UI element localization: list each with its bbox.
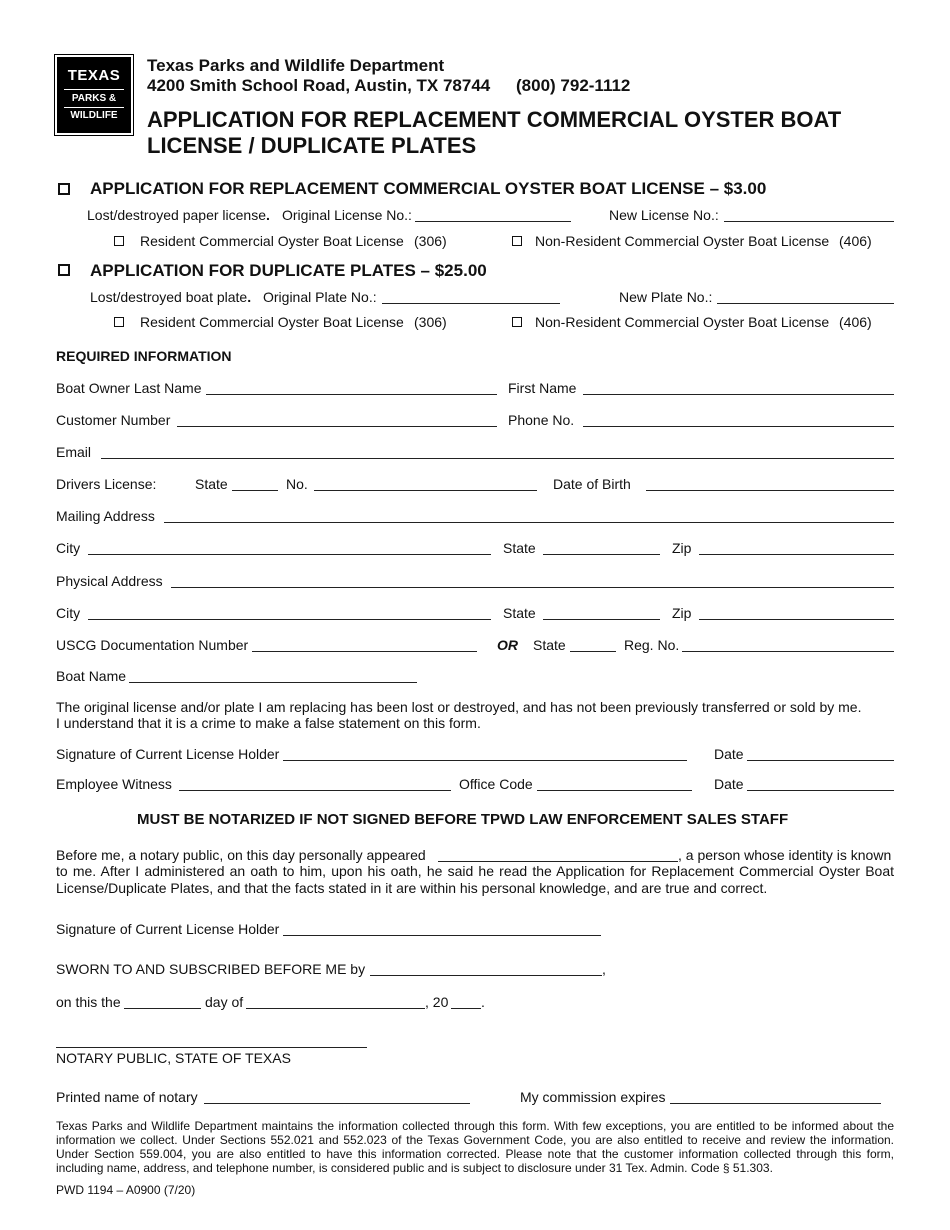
nonresident-license-code: (406) [839, 233, 872, 249]
new-license-field[interactable] [724, 221, 894, 222]
physical-address-field[interactable] [171, 587, 894, 588]
logo-wildlife-text: WILDLIFE [70, 110, 118, 121]
duplicate-plates-checkbox[interactable] [58, 264, 70, 276]
mailing-city-field[interactable] [88, 554, 491, 555]
year-field[interactable] [451, 1008, 481, 1009]
dob-field[interactable] [646, 490, 894, 491]
dl-state-field[interactable] [232, 490, 278, 491]
reg-number-field[interactable] [682, 651, 894, 652]
resident-plate-checkbox[interactable] [114, 317, 124, 327]
reg-state-label: State [533, 637, 566, 653]
physical-city-field[interactable] [88, 619, 491, 620]
witness-date-label: Date [714, 776, 744, 792]
new-plate-field[interactable] [717, 303, 894, 304]
physical-state-field[interactable] [543, 619, 660, 620]
signature-date-label: Date [714, 746, 744, 762]
physical-address-label: Physical Address [56, 573, 163, 589]
phone-field[interactable] [583, 426, 894, 427]
uscg-label: USCG Documentation Number [56, 637, 249, 653]
nonresident-plate-label: Non-Resident Commercial Oyster Boat License [535, 314, 830, 330]
customer-number-field[interactable] [177, 426, 497, 427]
original-plate-label: Original Plate No.: [263, 289, 377, 305]
original-license-field[interactable] [415, 221, 571, 222]
required-info-heading: REQUIRED INFORMATION [56, 348, 232, 364]
office-code-field[interactable] [537, 790, 692, 791]
mailing-zip-field[interactable] [699, 554, 894, 555]
original-license-label: Original License No.: [282, 207, 412, 223]
replacement-license-checkbox[interactable] [58, 183, 70, 195]
tpwd-logo [57, 57, 131, 133]
reg-state-field[interactable] [570, 651, 616, 652]
mailing-address-label: Mailing Address [56, 508, 155, 524]
resident-plate-label: Resident Commercial Oyster Boat License [140, 314, 404, 330]
privacy-notice: Texas Parks and Wildlife Department maintains the information collected through this form. With few exceptions, you are entitled to be informed about the information we collect. Under Sections 552.021 and 552.023 of the Texas Government Code, you are also entitled to receive and review the information. Under Section 559.004, you are also entitled to have this information corrected. Please note that the customer information collected through this form, including name, address, and telephone number, is considered public and is subject to disclosure under 31 Tex. Admin. Code § 51.303. [56, 1119, 894, 1175]
form-number: PWD 1194 – A0900 (7/20) [56, 1183, 196, 1197]
customer-number-label: Customer Number [56, 412, 171, 428]
witness-date-field[interactable] [747, 790, 894, 791]
page-title: APPLICATION FOR REPLACEMENT COMMERCIAL OYSTER BOAT LICENSE / DUPLICATE PLATES [147, 107, 842, 158]
last-name-field[interactable] [206, 394, 497, 395]
notary-public-label: NOTARY PUBLIC, STATE OF TEXAS [56, 1050, 291, 1066]
signature-label: Signature of Current License Holder [56, 746, 280, 762]
phone-label: Phone No. [508, 412, 575, 428]
department-address: 4200 Smith School Road, Austin, TX 78744 [147, 76, 491, 95]
mailing-city-label: City [56, 540, 81, 556]
nonresident-license-label: Non-Resident Commercial Oyster Boat License [535, 233, 830, 249]
original-plate-field[interactable] [382, 303, 560, 304]
notary-para-rest-1: , a person whose identity is known [678, 847, 892, 863]
mailing-address-field[interactable] [164, 522, 894, 523]
logo-divider [64, 107, 124, 108]
email-field[interactable] [101, 458, 894, 459]
resident-license-label: Resident Commercial Oyster Boat License [140, 233, 404, 249]
commission-label: My commission expires [520, 1089, 666, 1105]
notary-public-signature-field[interactable] [56, 1047, 367, 1048]
notary-signature-field[interactable] [283, 935, 601, 936]
mailing-state-field[interactable] [543, 554, 660, 555]
drivers-license-label: Drivers License: [56, 476, 157, 492]
day-of-label: day of [205, 994, 244, 1010]
commission-field[interactable] [670, 1103, 881, 1104]
dob-label: Date of Birth [553, 476, 631, 492]
lost-plate-label: Lost/destroyed boat plate. [90, 289, 252, 305]
dl-number-label: No. [286, 476, 308, 492]
notary-heading: MUST BE NOTARIZED IF NOT SIGNED BEFORE TPWD LAW ENFORCEMENT SALES STAFF [137, 811, 789, 828]
boat-name-field[interactable] [129, 682, 417, 683]
signature-date-field[interactable] [747, 760, 894, 761]
resident-plate-code: (306) [414, 314, 447, 330]
dl-state-label: State [195, 476, 228, 492]
witness-field[interactable] [179, 790, 451, 791]
sworn-by-field[interactable] [370, 975, 602, 976]
department-name: Texas Parks and Wildlife Department [147, 56, 445, 75]
new-license-label: New License No.: [609, 207, 719, 223]
nonresident-license-checkbox[interactable] [512, 236, 522, 246]
statement-line-2: I understand that it is a crime to make a false statement on this form. [56, 715, 481, 731]
notary-paragraph: to me. After I administered an oath to him, upon his oath, he said he read the Application for Replacement Commercial Oyster Boat License/Duplicate Plates, and that the facts stated in it are within his personal knowledge, and are true and correct. [56, 863, 894, 896]
mailing-zip-label: Zip [672, 540, 692, 556]
logo-texas-text: TEXAS [67, 67, 121, 84]
physical-zip-label: Zip [672, 605, 692, 621]
appeared-name-field[interactable] [438, 861, 678, 862]
notary-signature-label: Signature of Current License Holder [56, 921, 280, 937]
reg-number-label: Reg. No. [624, 637, 680, 653]
year-prefix-label: , 20 [425, 994, 449, 1010]
new-plate-label: New Plate No.: [619, 289, 713, 305]
first-name-field[interactable] [583, 394, 894, 395]
lost-license-label: Lost/destroyed paper license. [87, 207, 270, 223]
department-phone: (800) 792-1112 [516, 76, 631, 95]
last-name-label: Boat Owner Last Name [56, 380, 202, 396]
sworn-label: SWORN TO AND SUBSCRIBED BEFORE ME by [56, 961, 366, 977]
physical-state-label: State [503, 605, 536, 621]
dl-number-field[interactable] [314, 490, 537, 491]
day-field[interactable] [124, 1008, 201, 1009]
first-name-label: First Name [508, 380, 577, 396]
year-period: . [481, 994, 485, 1010]
printed-notary-label: Printed name of notary [56, 1089, 198, 1105]
nonresident-plate-code: (406) [839, 314, 872, 330]
office-code-label: Office Code [459, 776, 533, 792]
witness-label: Employee Witness [56, 776, 172, 792]
nonresident-plate-checkbox[interactable] [512, 317, 522, 327]
notary-para-start: Before me, a notary public, on this day personally appeared [56, 847, 426, 863]
statement-line-1: The original license and/or plate I am replacing has been lost or destroyed, and has not been previously transferred or sold by me. [56, 699, 862, 715]
email-label: Email [56, 444, 92, 460]
logo-parks-text: PARKS & [71, 93, 117, 104]
mailing-state-label: State [503, 540, 536, 556]
boat-name-label: Boat Name [56, 668, 127, 684]
physical-zip-field[interactable] [699, 619, 894, 620]
sworn-comma: , [602, 961, 606, 977]
resident-license-checkbox[interactable] [114, 236, 124, 246]
or-label: OR [497, 637, 518, 653]
printed-notary-field[interactable] [204, 1103, 470, 1104]
replacement-license-heading: APPLICATION FOR REPLACEMENT COMMERCIAL OYSTER BOAT LICENSE – $3.00 [90, 179, 767, 198]
signature-field[interactable] [283, 760, 687, 761]
uscg-field[interactable] [252, 651, 477, 652]
physical-city-label: City [56, 605, 81, 621]
month-field[interactable] [246, 1008, 425, 1009]
logo-divider [64, 89, 124, 90]
on-this-label: on this the [56, 994, 121, 1010]
duplicate-plates-heading: APPLICATION FOR DUPLICATE PLATES – $25.00 [90, 261, 487, 280]
resident-license-code: (306) [414, 233, 447, 249]
